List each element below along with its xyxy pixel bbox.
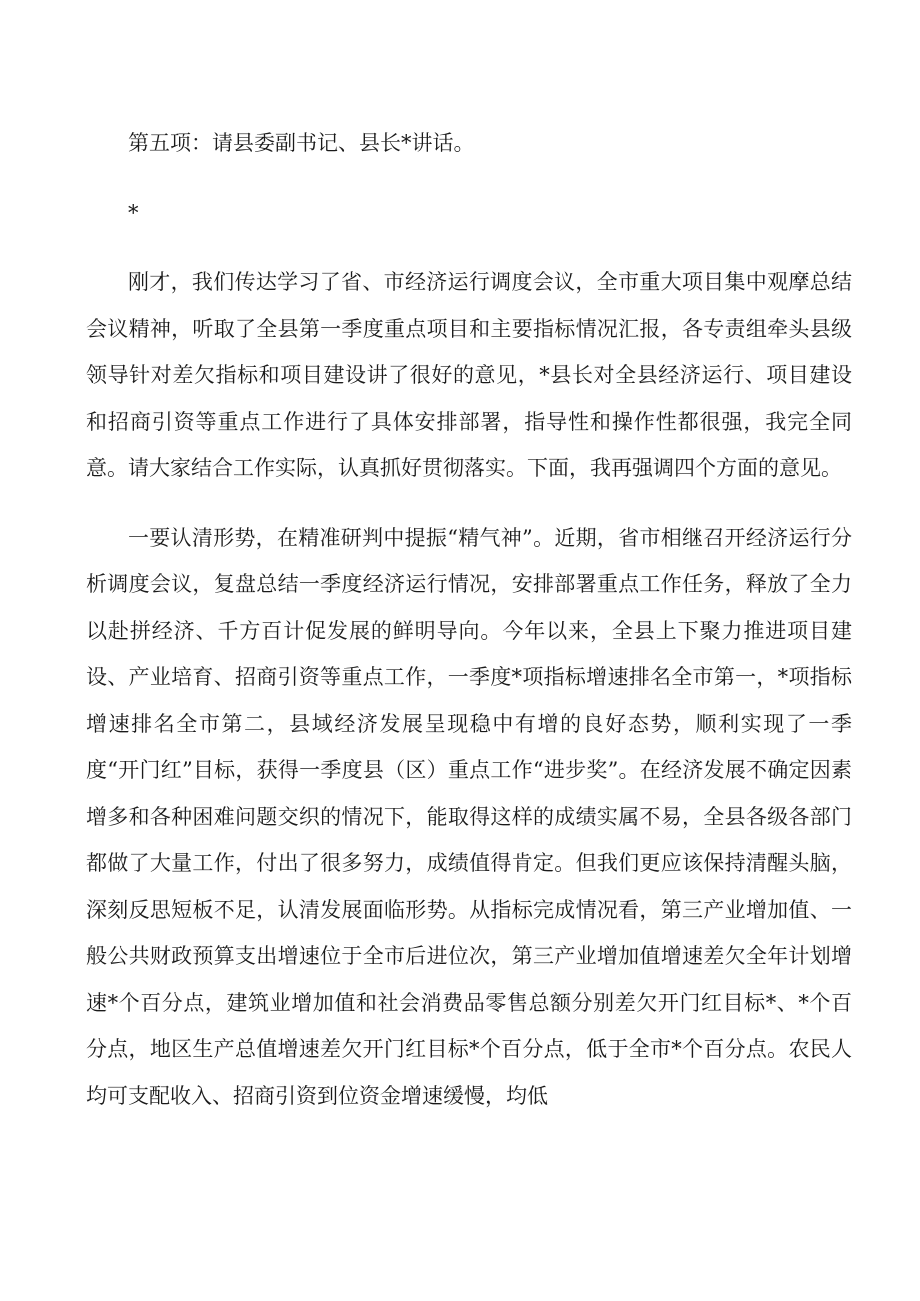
- paragraph-agenda-item: 第五项：请县委副书记、县长*讲话。: [128, 131, 475, 155]
- paragraph-opening: 刚才，我们传达学习了省、市经济运行调度会议，全市重大项目集中观摩总结会议精神，听取了全县第一季度重点项目和主要指标情况汇报，各专责组牵头县级领导针对差欠指标和项目建设讲了很好的意见，*县长对全县经济运行、项目建设和招商引资等重点工作进行了具体安排部署，指导性和操作性都很强，我完全同意。请大家结合工作实际，认真抓好贯彻落实。下面，我再强调四个方面的意见。: [86, 270, 852, 480]
- document-body: [86, 120, 852, 1142]
- paragraph-point-one: 一要认清形势，在精准研判中提振“精气神”。近期，省市相继召开经济运行分析调度会议，复盘总结一季度经济运行情况，安排部署重点工作任务，释放了全力以赴拼经济、千方百计促发展的鲜明导向。今年以来，全县上下聚力推进项目建设、产业培育、招商引资等重点工作，一季度*项指标增速排名全市第一，*项指标增速排名全市第二，县域经济发展呈现稳中有增的良好态势，顺利实现了一季度“开门红”目标，获得一季度县（区）重点工作“进步奖”。在经济发展不确定因素增多和各种困难问题交织的情况下，能取得这样的成绩实属不易，全县各级各部门都做了大量工作，付出了很多努力，成绩值得肯定。但我们更应该保持清醒头脑，深刻反思短板不足，认清发展面临形势。从指标完成情况看，第三产业增加值、一般公共财政预算支出增速位于全市后进位次，第三产业增加值增速差欠全年计划增速*个百分点，建筑业增加值和社会消费品零售总额分别差欠开门红目标*、*个百分点，地区生产总值增速差欠开门红目标*个百分点，低于全市*个百分点。农民人均可支配收入、招商引资到位资金增速缓慢，均低: [86, 525, 852, 1108]
- paragraph-speaker-mark: *: [128, 200, 139, 225]
